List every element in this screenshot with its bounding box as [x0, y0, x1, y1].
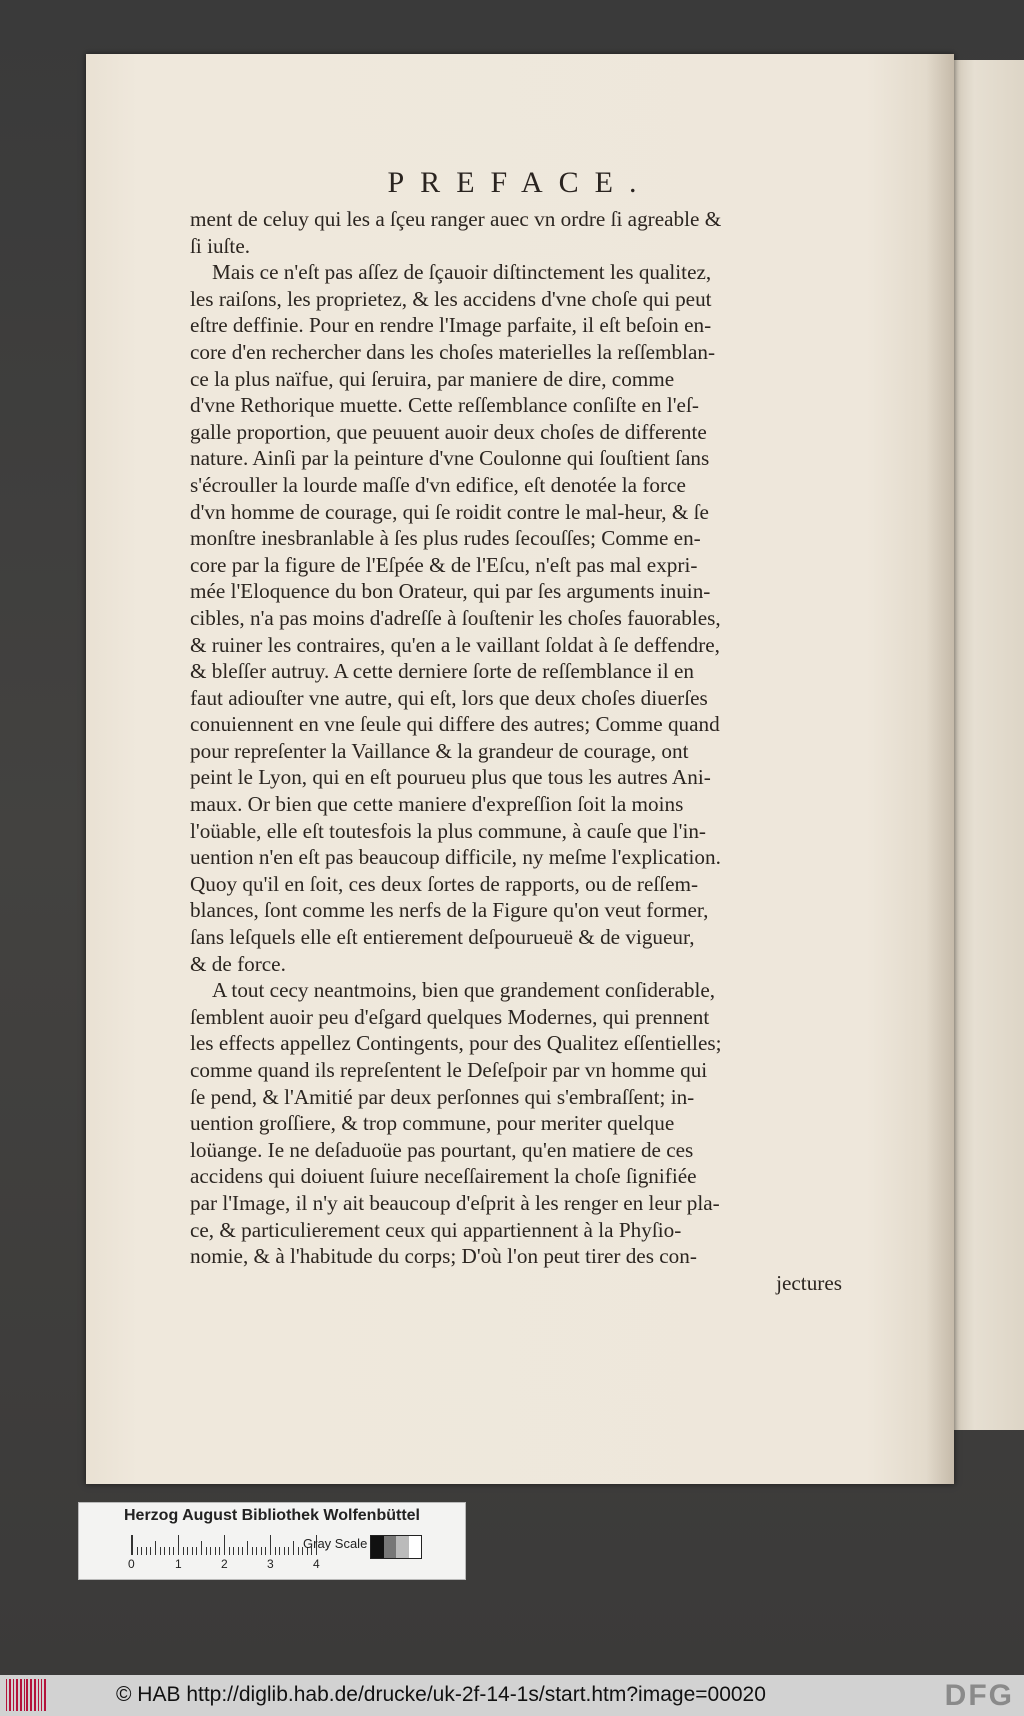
page-gutter-shadow [926, 54, 954, 1484]
text-line: d'vn homme de courage, qui ſe roidit contre le mal-heur, & ſe [190, 499, 709, 524]
ruler-tick [293, 1541, 294, 1555]
ruler-tick [132, 1535, 133, 1555]
logo-bar [41, 1679, 42, 1711]
logo-bar [6, 1679, 7, 1711]
ruler-tick [233, 1547, 234, 1555]
ruler-tick [247, 1541, 248, 1555]
text-line: s'écrouller la lourde maſſe d'vn edifice, eſt denotée la force [190, 472, 686, 497]
ruler-number: 4 [313, 1557, 320, 1571]
body-text [190, 206, 854, 1296]
text-line: les effects appellez Contingents, pour des Qualitez eſſentielles; [190, 1031, 722, 1056]
hab-logo-icon [6, 1679, 46, 1711]
text-line: les raiſons, les proprietez, & les accidens d'vne choſe qui peut [190, 286, 712, 311]
ruler-tick [178, 1535, 179, 1555]
ruler-tick [298, 1547, 299, 1555]
text-line: uention groſſiere, & trop commune, pour meriter quelque [190, 1111, 675, 1136]
ruler-tick [160, 1547, 161, 1555]
library-scale-card [78, 1502, 466, 1580]
text-line: uention n'en eſt pas beaucoup difficile, ny meſme l'explication. [190, 845, 721, 870]
text-line: ce la plus naïfue, qui ſeruira, par maniere de dire, comme [190, 366, 675, 391]
text-line: ſans leſquels elle eſt entierement deſpourueuë & de vigueur, [190, 925, 695, 950]
logo-bar [44, 1679, 46, 1711]
logo-bar [13, 1679, 14, 1711]
text-line: peint le Lyon, qui en eſt pourueu plus que tous les autres Ani- [190, 765, 711, 790]
text-line: d'vne Rethorique muette. Cette reſſemblance conſiſte en l'eſ- [190, 393, 699, 418]
ruler-tick [141, 1547, 142, 1555]
ruler-tick [284, 1547, 285, 1555]
text-line: ce, & particulierement ceux qui appartiennent à la Phyſio- [190, 1217, 682, 1242]
ruler-tick [252, 1547, 253, 1555]
text-line: & ruiner les contraires, qu'en a le vaillant ſoldat à ſe deffendre, [190, 632, 720, 657]
text-line: par l'Image, il n'y ait beaucoup d'eſprit à les renger en leur pla- [190, 1190, 720, 1215]
text-line: ſe pend, & l'Amitié par deux perſonnes qui s'embraſſent; in- [190, 1084, 695, 1109]
text-line: loüange. Ie ne deſaduoüe pas pourtant, qu'en matiere de ces [190, 1137, 694, 1162]
ruler-tick [164, 1547, 165, 1555]
ruler-tick [192, 1547, 193, 1555]
ruler-tick [275, 1547, 276, 1555]
text-line: comme quand ils repreſentent le Deſeſpoir par vn homme qui [190, 1058, 708, 1082]
logo-bar [34, 1679, 37, 1711]
ruler-tick [146, 1547, 147, 1555]
ruler-tick [279, 1547, 280, 1555]
text-line: mée l'Eloquence du bon Orateur, qui par ſes arguments inuin- [190, 579, 711, 604]
ruler-tick [150, 1547, 151, 1555]
ruler-number: 1 [175, 1557, 182, 1571]
text-line: ſemblent auoir peu d'eſgard quelques Modernes, qui prennent [190, 1004, 710, 1029]
ruler-tick [219, 1547, 220, 1555]
ruler-tick [288, 1547, 289, 1555]
ruler-number: 0 [128, 1557, 135, 1571]
library-name: Herzog August Bibliothek Wolfenbüttel [124, 1507, 420, 1524]
logo-bar [16, 1679, 19, 1711]
ruler-tick [215, 1547, 216, 1555]
ruler-tick [270, 1535, 271, 1555]
ruler-number: 3 [267, 1557, 274, 1571]
logo-bar [26, 1679, 28, 1711]
ruler-tick [224, 1535, 225, 1555]
catchword: jectures [776, 1270, 842, 1295]
logo-bar [38, 1679, 39, 1711]
ruler-tick [196, 1547, 197, 1555]
text-line: cibles, n'a pas moins d'adreſſe à ſouſtenir les choſes fauorables, [190, 605, 721, 630]
text-line: Mais ce n'eſt pas aſſez de ſçauoir diſtinctement les qualitez, [212, 260, 712, 285]
text-line: galle proportion, que peuuent auoir deux choſes de differente [190, 419, 707, 444]
ruler-tick [261, 1547, 262, 1555]
ruler-number: 2 [221, 1557, 228, 1571]
text-line: blances, ſont comme les nerfs de la Figure qu'on veut former, [190, 898, 709, 923]
page-heading: PREFACE. [387, 166, 653, 199]
adjacent-page-edge [950, 60, 1024, 1430]
ruler-tick [242, 1547, 243, 1555]
ruler-tick [187, 1547, 188, 1555]
text-line: faut adiouſter vne autre, qui eſt, lors que deux choſes diuerſes [190, 685, 708, 710]
ruler-tick [238, 1547, 239, 1555]
text-line: core par la figure de l'Eſpée & de l'Eſcu, n'eſt pas mal expri- [190, 552, 698, 577]
logo-bar [24, 1679, 25, 1711]
text-line: l'oüable, elle eſt toutesfois la plus commune, à cauſe que l'in- [190, 818, 706, 843]
ruler-tick [155, 1541, 156, 1555]
logo-bar [20, 1679, 21, 1711]
text-line: accidens qui doiuent ſuiure neceſſairement la choſe ſignifiée [190, 1164, 697, 1189]
ruler-tick [137, 1547, 138, 1555]
text-line: maux. Or bien que cette maniere d'expreſſion ſoit la moins [190, 792, 684, 817]
gray-scale-label: Gray Scale [303, 1536, 368, 1551]
text-line: & de force. [190, 951, 286, 976]
text-line: pour repreſenter la Vaillance & la grandeur de courage, ont [190, 738, 689, 763]
ruler-tick [169, 1547, 170, 1555]
text-line: core d'en rechercher dans les choſes materielles la reſſemblan- [190, 339, 716, 364]
gray-scale-swatches [370, 1535, 422, 1559]
ruler-tick [210, 1547, 211, 1555]
text-line: eſtre deffinie. Pour en rendre l'Image parfaite, il eſt beſoin en- [190, 313, 712, 338]
ruler-tick [229, 1547, 230, 1555]
text-line: Quoy qu'il en ſoit, ces deux ſortes de rapports, ou de reſſem- [190, 871, 699, 896]
text-line: & bleſſer autruy. A cette derniere ſorte de reſſemblance il en [190, 659, 694, 684]
copyright-link[interactable]: © HAB http://diglib.hab.de/drucke/uk-2f-14-1s/start.htm?image=00020 [116, 1683, 766, 1706]
text-line: A tout cecy neantmoins, bien que grandement conſiderable, [212, 978, 716, 1003]
text-line: nature. Ainſi par la peinture d'vne Coulonne qui ſouſtient ſans [190, 446, 710, 471]
ruler-tick [206, 1547, 207, 1555]
text-line: ment de celuy qui les a ſçeu ranger auec vn ordre ſi agreable & [190, 207, 722, 231]
text-line: monſtre inesbranlable à ſes plus rudes ſecouſſes; Comme en- [190, 526, 701, 551]
ruler-tick [173, 1547, 174, 1555]
ruler-tick [183, 1547, 184, 1555]
dfg-logo: DFG [944, 1679, 1014, 1712]
text-line: nomie, & à l'habitude du corps; D'où l'on peut tirer des con- [190, 1244, 697, 1269]
text-line: ſi iuſte. [190, 233, 251, 258]
ruler-tick [265, 1547, 266, 1555]
text-line: conuiennent en vne ſeule qui differe des autres; Comme quand [190, 712, 720, 737]
ruler-tick [256, 1547, 257, 1555]
logo-bar [30, 1679, 31, 1711]
viewer-footer [0, 1675, 1024, 1716]
ruler-tick [201, 1541, 202, 1555]
logo-bar [9, 1679, 11, 1711]
